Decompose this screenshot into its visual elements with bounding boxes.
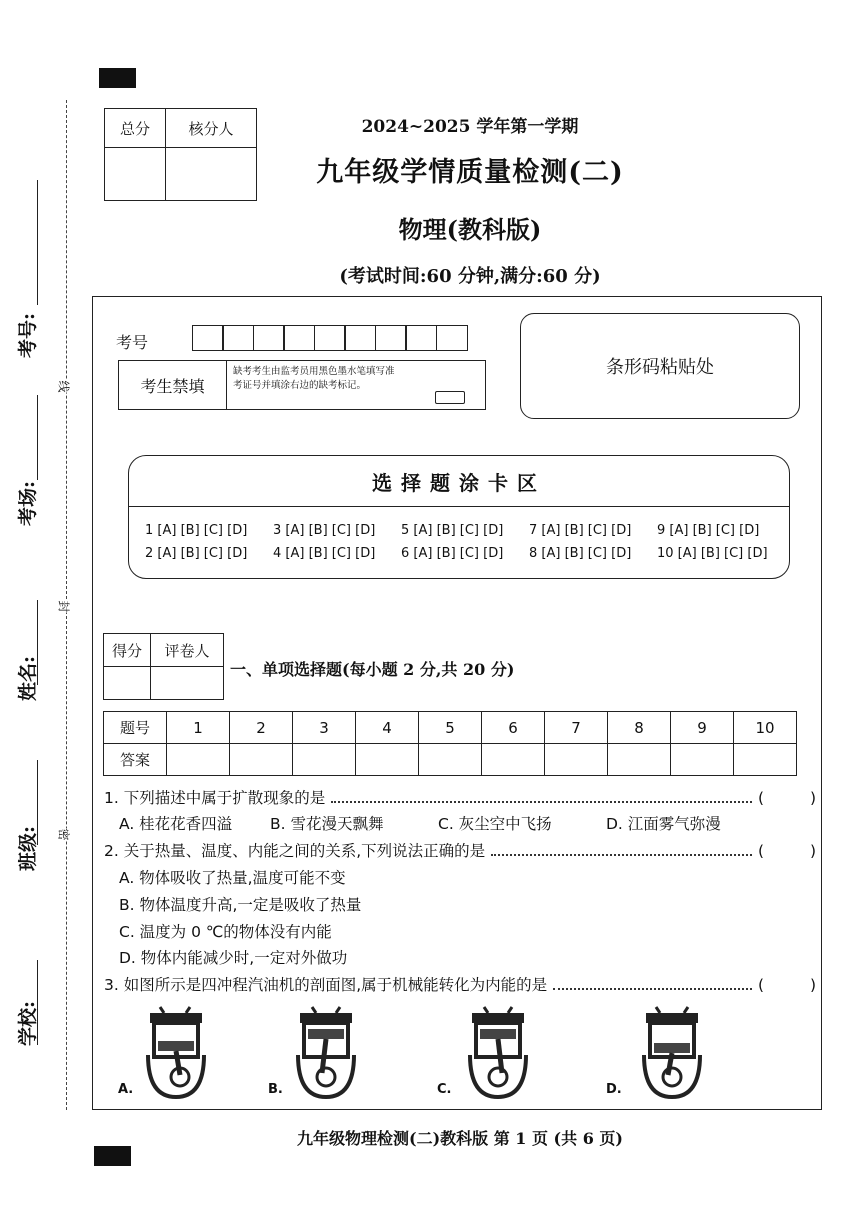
answer-cell[interactable]: [545, 744, 608, 776]
bubble-row-1: [145, 523, 785, 538]
exam-number-digit-box[interactable]: [192, 325, 224, 351]
answer-cell[interactable]: [167, 744, 230, 776]
question-number-cell: 6: [482, 712, 545, 744]
forbidden-label: 考生禁填: [119, 361, 227, 409]
exam-number-boxes[interactable]: [193, 325, 468, 351]
page-footer: 九年级物理检测(二)教科版 第 1 页 (共 6 页): [297, 1129, 623, 1148]
question-2-stem: [104, 839, 816, 861]
question-1-option-d: D. 江面雾气弥漫: [606, 815, 721, 833]
section-score-box: [103, 633, 224, 700]
question-number-cell: 4: [356, 712, 419, 744]
engine-diagram-d: [636, 1005, 708, 1100]
exam-number-digit-box[interactable]: [253, 325, 285, 351]
section-grader-cell[interactable]: [151, 667, 224, 700]
absent-mark-box[interactable]: [435, 391, 465, 404]
leader-dots: [553, 988, 752, 990]
field-label-room: 考场:: [17, 480, 40, 527]
paren-left: (: [758, 976, 765, 994]
engine-diagram-a: [140, 1005, 212, 1100]
leader-dots: [331, 801, 752, 803]
total-score-box: [104, 108, 257, 201]
question-1-option-b: B. 雪花漫天飘舞: [270, 815, 384, 833]
bubble-row-2: [145, 546, 785, 561]
question-1-option-c: C. 灰尘空中飞扬: [438, 815, 552, 833]
question-number-cell: 5: [419, 712, 482, 744]
exam-number-digit-box[interactable]: [283, 325, 315, 351]
examinee-forbidden-box: [118, 360, 486, 410]
question-number-cell: 10: [734, 712, 797, 744]
bubble-group[interactable]: 3 [A] [B] [C] [D]: [273, 523, 376, 538]
section-title: 一、单项选择题(每小题 2 分,共 20 分): [230, 660, 515, 679]
field-label-name: 姓名:: [17, 655, 40, 702]
bubble-group[interactable]: 2 [A] [B] [C] [D]: [145, 546, 248, 561]
question-1-option-a: A. 桂花花香四溢: [119, 815, 233, 833]
question-number-cell: 3: [293, 712, 356, 744]
answer-cell[interactable]: [356, 744, 419, 776]
answer-bracket[interactable]: [758, 842, 816, 860]
choice-area-title: 选择题涂卡区: [129, 456, 789, 507]
exam-number-digit-box[interactable]: [344, 325, 376, 351]
total-score-cell[interactable]: [105, 148, 166, 201]
answer-table-number-row: [104, 712, 797, 744]
exam-title: 九年级学情质量检测(二): [316, 157, 624, 188]
question-2-option-b: B. 物体温度升高,一定是吸收了热量: [119, 896, 362, 914]
exam-number-digit-box[interactable]: [405, 325, 437, 351]
question-3-text: 3. 如图所示是四冲程汽油机的剖面图,属于机械能转化为内能的是: [104, 976, 548, 994]
field-label-number: 考号:: [17, 312, 40, 359]
answer-table-answer-row: [104, 744, 797, 776]
answer-table: [103, 711, 797, 776]
answer-cell[interactable]: [734, 744, 797, 776]
engine-label-b: B.: [268, 1082, 283, 1097]
answer-bracket[interactable]: [758, 789, 816, 807]
checker-label: 核分人: [166, 109, 257, 148]
question-2-option-a: A. 物体吸收了热量,温度可能不变: [119, 869, 346, 887]
seal-char-line: 线: [56, 380, 71, 393]
exam-number-digit-box[interactable]: [314, 325, 346, 351]
paren-left: (: [758, 789, 765, 807]
exam-number-digit-box[interactable]: [375, 325, 407, 351]
answer-cell[interactable]: [608, 744, 671, 776]
subject-title: 物理(教科版): [398, 215, 542, 244]
paren-right: ): [809, 789, 816, 807]
question-number-cell: 8: [608, 712, 671, 744]
bubble-group[interactable]: 9 [A] [B] [C] [D]: [657, 523, 760, 538]
section-grader-label: 评卷人: [151, 634, 224, 667]
answer-cell[interactable]: [230, 744, 293, 776]
choice-fill-area: [128, 455, 790, 579]
question-3-stem: [104, 973, 816, 995]
answer-table-row-label: 题号: [104, 712, 167, 744]
paren-right: ): [809, 976, 816, 994]
answer-cell[interactable]: [419, 744, 482, 776]
answer-cell[interactable]: [293, 744, 356, 776]
bubble-group[interactable]: 6 [A] [B] [C] [D]: [401, 546, 504, 561]
paren-right: ): [809, 842, 816, 860]
answer-cell[interactable]: [671, 744, 734, 776]
registration-mark-top: [99, 68, 136, 88]
seal-char-seal: 封: [56, 600, 71, 613]
checker-cell[interactable]: [166, 148, 257, 201]
barcode-area: [520, 313, 800, 419]
answer-bracket[interactable]: [758, 976, 816, 994]
exam-info: (考试时间:60 分钟,满分:60 分): [339, 266, 601, 287]
barcode-label: 条形码粘贴处: [606, 357, 714, 378]
bubble-group[interactable]: 5 [A] [B] [C] [D]: [401, 523, 504, 538]
bubble-group[interactable]: 10 [A] [B] [C] [D]: [657, 546, 768, 561]
question-number-cell: 9: [671, 712, 734, 744]
registration-mark-bottom: [94, 1146, 131, 1166]
question-number-cell: 1: [167, 712, 230, 744]
question-2-text: 2. 关于热量、温度、内能之间的关系,下列说法正确的是: [104, 842, 486, 860]
engine-diagram-c: [462, 1005, 534, 1100]
term-line: 2024~2025 学年第一学期: [361, 117, 579, 137]
engine-label-d: D.: [606, 1082, 622, 1097]
paren-left: (: [758, 842, 765, 860]
field-label-class: 班级:: [17, 825, 40, 872]
exam-number-digit-box[interactable]: [222, 325, 254, 351]
section-score-label: 得分: [104, 634, 151, 667]
field-line-number: [37, 180, 38, 305]
exam-number-label: 考号: [116, 333, 149, 352]
bubble-group[interactable]: 1 [A] [B] [C] [D]: [145, 523, 248, 538]
question-2-option-c: C. 温度为 0 ℃的物体没有内能: [119, 923, 332, 941]
exam-number-digit-box[interactable]: [436, 325, 468, 351]
question-number-cell: 7: [545, 712, 608, 744]
question-1-text: 1. 下列描述中属于扩散现象的是: [104, 789, 326, 807]
engine-label-c: C.: [437, 1082, 452, 1097]
absent-instruction: 缺考考生由监考员用黑色墨水笔填写准考证号并填涂右边的缺考标记。: [233, 366, 395, 391]
field-line-room: [37, 395, 38, 480]
field-label-school: 学校:: [17, 1000, 40, 1047]
answer-table-row-label: 答案: [104, 744, 167, 776]
seal-char-secret: 密: [56, 828, 71, 841]
engine-label-a: A.: [118, 1082, 134, 1097]
question-number-cell: 2: [230, 712, 293, 744]
section-score-cell[interactable]: [104, 667, 151, 700]
question-1-stem: [104, 786, 816, 808]
question-2-option-d: D. 物体内能减少时,一定对外做功: [119, 949, 348, 967]
answer-cell[interactable]: [482, 744, 545, 776]
bubble-group[interactable]: 4 [A] [B] [C] [D]: [273, 546, 376, 561]
bubble-group[interactable]: 8 [A] [B] [C] [D]: [529, 546, 632, 561]
bubble-group[interactable]: 7 [A] [B] [C] [D]: [529, 523, 632, 538]
leader-dots: [491, 854, 752, 856]
total-score-label: 总分: [105, 109, 166, 148]
engine-diagram-b: [290, 1005, 362, 1100]
